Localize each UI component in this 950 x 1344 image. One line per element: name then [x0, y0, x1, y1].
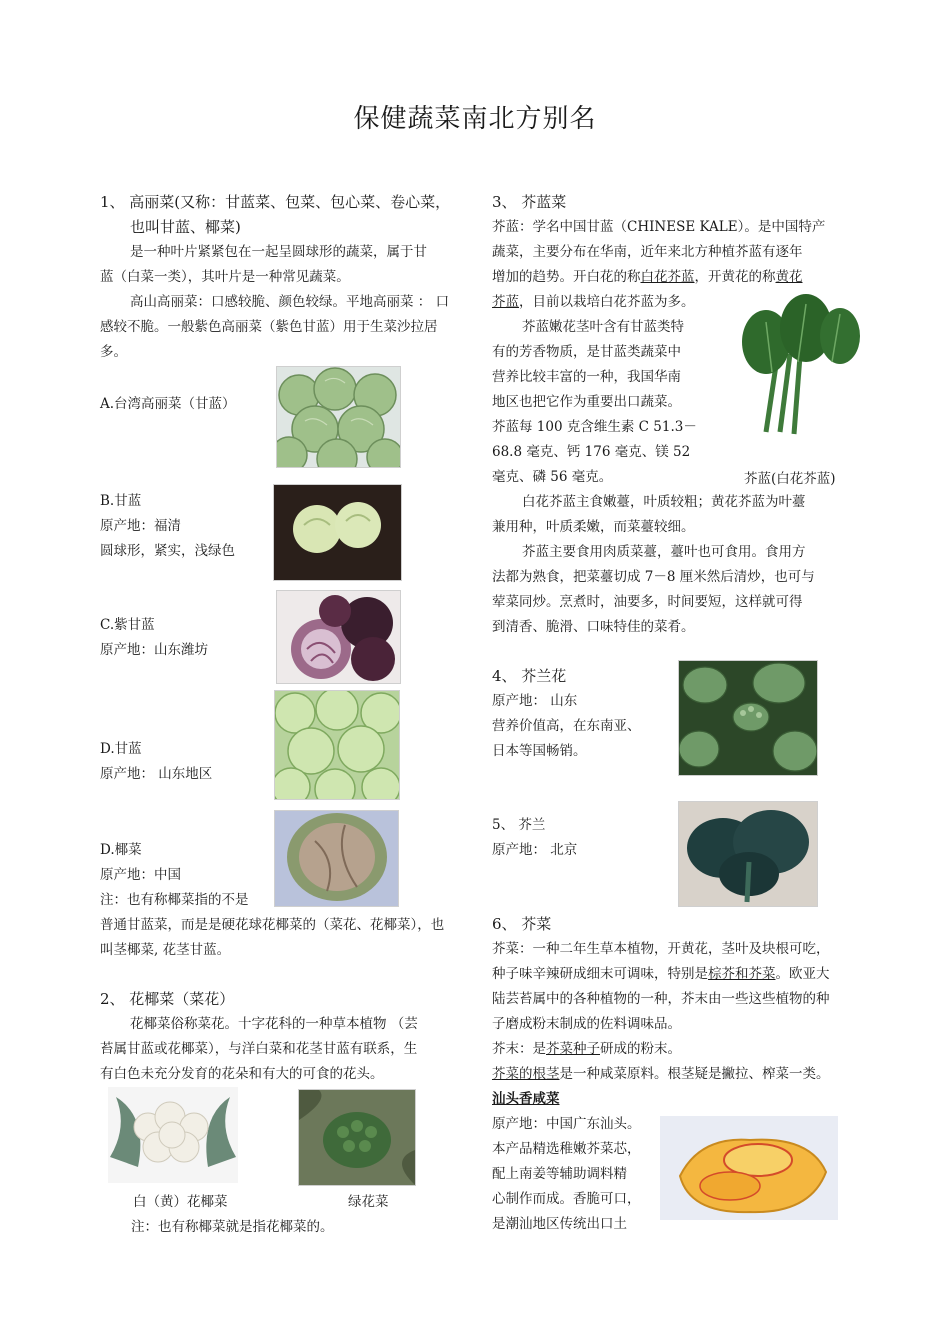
paragraph-line	[492, 265, 852, 290]
cabbage-pair-image	[273, 484, 402, 581]
item-b	[100, 489, 235, 564]
paragraph-line: 法都为熟食，把菜薹切成 7－8 厘米然后清炒，也可与	[492, 569, 815, 585]
paragraph-line: 兼用种，叶质柔嫩，而菜薹较细。	[492, 519, 695, 535]
dark-kale-icon	[679, 802, 817, 906]
paragraph-line: 芥菜：一种二年生草本植物，开黄花，茎叶及块根可吃，	[492, 941, 830, 957]
section-6-heading: 6、 芥菜	[492, 915, 552, 933]
kale-image-caption: 芥蓝(白花芥蓝)	[744, 471, 836, 487]
item-a-label: A.台湾高丽菜（甘蓝）	[100, 396, 236, 412]
paragraph-line: 感较不脆。一般紫色高丽菜（紫色甘蓝）用于生菜沙拉居	[100, 319, 438, 335]
shandong-cabbage-image	[274, 690, 400, 800]
section-1-heading: 1、 高丽菜(又称：甘蓝菜、包菜、包心菜、卷心菜，	[100, 193, 451, 211]
jielan-image	[678, 801, 818, 907]
section-3-heading: 3、 芥蓝菜	[492, 193, 567, 211]
section-2-heading: 2、 花椰菜（菜花）	[100, 990, 235, 1008]
paragraph-line	[492, 962, 852, 987]
paragraph-line: 芥蓝：学名中国甘蓝（CHINESE KALE）。是中国特产	[492, 219, 826, 235]
kale-icon	[736, 292, 862, 437]
item-b-desc: 圆球形，紧实，浅绿色	[100, 543, 235, 559]
paragraph-line: 子磨成粉末制成的佐料调味品。	[492, 1016, 681, 1032]
note-line: 普通甘蓝菜，而是是硬花球花椰菜的（菜花、花椰菜），也	[100, 917, 445, 933]
section-2	[100, 987, 460, 1087]
paragraph-line: 有的芳香物质，是甘蓝类蔬菜中	[492, 344, 681, 360]
product-line: 是潮汕地区传统出口土	[492, 1216, 627, 1232]
item-d2-origin: 原产地：中国	[100, 867, 181, 883]
paragraph-line: 地区也把它作为重要出口蔬菜。	[492, 394, 681, 410]
paragraph-line: 芥蓝每 100 克含维生素 C 51.3－	[492, 419, 697, 435]
mustard-flower-icon	[679, 661, 817, 775]
broccoli-image	[298, 1089, 416, 1186]
section-5	[492, 813, 577, 863]
section-4-heading: 4、 芥兰花	[492, 667, 567, 685]
yecai-image	[274, 810, 399, 907]
text-span: 增加的趋势。开白花的称	[492, 269, 641, 285]
item-b-title: B.甘蓝	[100, 493, 142, 509]
paragraph-line: 陆芸苔属中的各种植物的一种，芥末由一些这些植物的种	[492, 991, 830, 1007]
cabbage-pair-icon	[274, 485, 401, 580]
paragraph-line	[492, 1062, 852, 1087]
section-5-heading: 5、 芥兰	[492, 817, 546, 833]
purple-cabbage-image	[276, 590, 401, 684]
product-line: 本产品精选稚嫩芥菜芯，	[492, 1141, 641, 1157]
green-cabbage-icon	[275, 691, 399, 799]
cauliflower-image	[108, 1087, 238, 1183]
paragraph-line: 苔属甘蓝或花椰菜），与洋白菜和花茎甘蓝有联系，生	[100, 1041, 418, 1057]
underlined-term: 棕芥和芥菜	[708, 966, 776, 982]
jielanhua-image	[678, 660, 818, 776]
paragraph-line	[492, 1037, 852, 1062]
paragraph-line: 高山高丽菜：口感较脆、颜色较绿。平地高丽菜 ： 口	[130, 294, 450, 310]
paragraph-line: 营养比较丰富的一种，我国华南	[492, 369, 681, 385]
cabbage-heap-icon	[277, 367, 400, 467]
paragraph-line: 营养价值高，在东南亚、	[492, 718, 641, 734]
text-span: ，目前以栽培白花芥蓝为多。	[519, 294, 695, 310]
paragraph-line: 多。	[100, 344, 127, 360]
paragraph-line: 日本等国畅销。	[492, 743, 587, 759]
text-span: 种子味辛辣研成细末可调味，特别是	[492, 966, 708, 982]
underlined-term: 芥菜的根茎	[492, 1066, 560, 1082]
item-c	[100, 613, 208, 663]
text-span: 是一种咸菜原料。根茎疑是撇拉、榨菜一类。	[559, 1066, 830, 1082]
chinese-kale-image	[736, 292, 862, 437]
paragraph-line: 白花芥蓝主食嫩薹，叶质较粗；黄花芥蓝为叶薹	[522, 494, 806, 510]
cauliflower-caption: 白（黄）花椰菜	[133, 1194, 228, 1210]
item-d2-note: 注：也有称椰菜指的不是	[100, 892, 249, 908]
note-line: 叫茎椰菜, 花茎甘蓝。	[100, 942, 231, 958]
item-b-origin: 原产地：福清	[100, 518, 181, 534]
underlined-term: 芥菜种子	[546, 1041, 600, 1057]
section-1-heading-cont: 也叫甘蓝、椰菜)	[130, 218, 241, 236]
product-line: 心制作而成。香脆可口，	[492, 1191, 641, 1207]
paragraph-line: 荤菜同炒。烹煮时，油要多，时间要短，这样就可得	[492, 594, 803, 610]
product-package-icon	[660, 1116, 838, 1220]
origin-line: 原产地： 山东	[492, 693, 578, 709]
paragraph-line: 蔬菜，主要分布在华南，近年来北方种植芥蓝有逐年	[492, 244, 803, 260]
product-line: 配上南姜等辅助调料精	[492, 1166, 627, 1182]
paragraph-line: 芥蓝嫩花茎叶含有甘蓝类特	[522, 319, 684, 335]
section-4	[492, 664, 641, 764]
product-line: 原产地：中国广东汕头。	[492, 1116, 641, 1132]
purple-cabbage-icon	[277, 591, 400, 683]
taiwan-cabbage-image	[276, 366, 401, 468]
cauliflower-icon	[108, 1087, 238, 1183]
item-d1-title: D.甘蓝	[100, 741, 142, 757]
text-span: 。欧亚大	[775, 966, 830, 982]
underlined-term: 白花芥蓝	[640, 269, 695, 285]
item-d2-title: D.椰菜	[100, 842, 142, 858]
section-2-note: 注：也有称椰菜就是指花椰菜的。	[131, 1219, 334, 1235]
product-heading: 汕头香咸菜	[492, 1091, 560, 1107]
pickled-mustard-product-image	[660, 1116, 838, 1220]
item-d1-origin: 原产地： 山东地区	[100, 766, 213, 782]
item-d1	[100, 737, 212, 787]
broccoli-icon	[299, 1090, 415, 1185]
paragraph-line: 有白色未充分发育的花朵和有大的可食的花头。	[100, 1066, 384, 1082]
section-1	[100, 190, 460, 365]
text-span: 芥末：是	[492, 1041, 546, 1057]
origin-line: 原产地： 北京	[492, 842, 578, 858]
paragraph-line: 是一种叶片紧紧包在一起呈圆球形的蔬菜，属于甘	[130, 244, 427, 260]
text-span: ，开黄花的称	[694, 269, 776, 285]
page-title: 保健蔬菜南北方别名	[353, 104, 597, 134]
text-span: 研成的粉末。	[600, 1041, 681, 1057]
item-c-title: C.紫甘蓝	[100, 617, 155, 633]
item-c-origin: 原产地：山东潍坊	[100, 642, 208, 658]
paragraph-line: 68.8 毫克、钙 176 毫克、镁 52	[492, 444, 691, 460]
underlined-term: 黄花	[775, 269, 803, 285]
head-cabbage-icon	[275, 811, 398, 906]
paragraph-line: 花椰菜俗称菜花。十字花科的一种草本植物 （芸	[130, 1016, 418, 1032]
paragraph-line: 到清香、脆滑、口味特佳的菜肴。	[492, 619, 695, 635]
paragraph-line: 毫克、磷 56 毫克。	[492, 469, 613, 485]
underlined-term: 芥蓝	[492, 294, 519, 310]
broccoli-caption: 绿花菜	[348, 1194, 389, 1210]
paragraph-line: 芥蓝主要食用肉质菜薹，薹叶也可食用。食用方	[522, 544, 806, 560]
paragraph-line: 蓝（白菜一类），其叶片是一种常见蔬菜。	[100, 269, 350, 285]
